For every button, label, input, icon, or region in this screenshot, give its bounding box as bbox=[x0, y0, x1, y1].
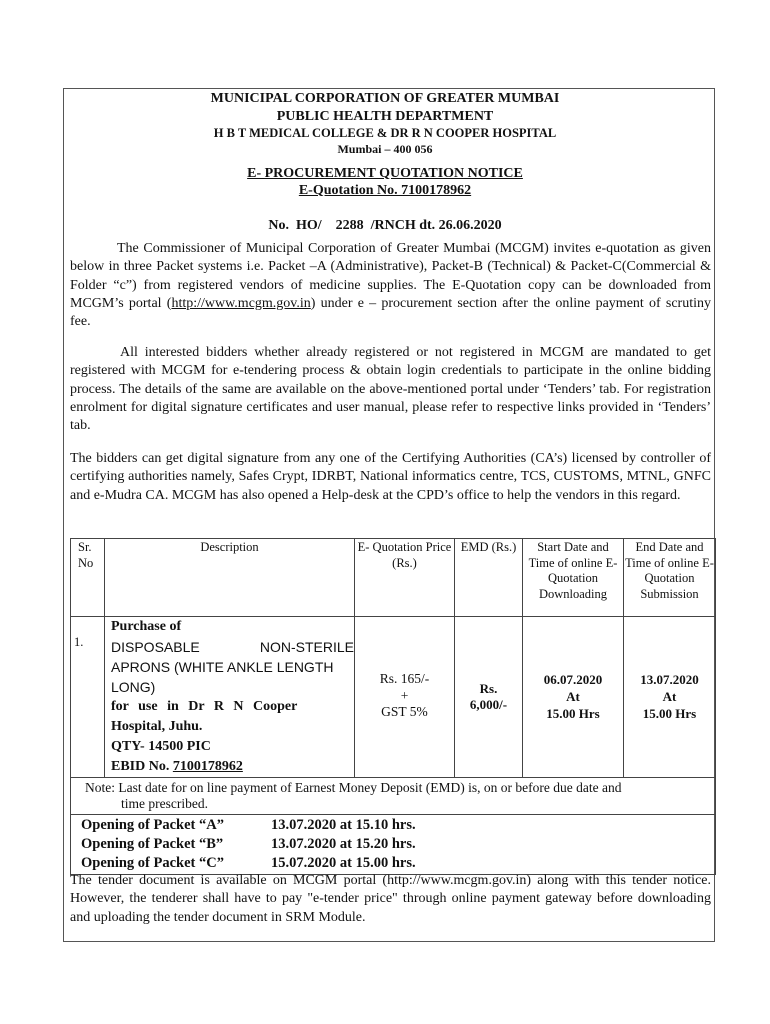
opening-c-value: 15.07.2020 at 15.00 hrs. bbox=[271, 855, 416, 871]
intro-text-end: ) under e – procurement section after the online payment of scrutiny fee. bbox=[70, 295, 711, 330]
row-start-date bbox=[523, 617, 624, 778]
emd-currency: Rs. bbox=[479, 681, 498, 696]
openings-row bbox=[71, 815, 716, 875]
opening-a-value: 13.07.2020 at 15.10 hrs. bbox=[271, 817, 416, 833]
row-end-date bbox=[624, 617, 716, 778]
quotation-table bbox=[70, 538, 716, 875]
packet-openings bbox=[71, 815, 716, 875]
notice-title: E- PROCUREMENT QUOTATION NOTICE bbox=[247, 166, 523, 181]
intro-text: The Commissioner of Municipal Corporation of Greater Mumbai (MCGM) invites e-quotation as given below in three Packet systems i.e. Packet –A (Administrative), Packet-B (Technical) & Packet-C(Commercial & Folder “c”) from registered vendors of medicine supplies. The E-Quotation copy can be downloaded from MCGM’s portal ( bbox=[70, 241, 711, 311]
end-date: 13.07.2020 bbox=[640, 672, 699, 687]
col-description: Description bbox=[105, 539, 355, 617]
row-price bbox=[355, 617, 455, 778]
desc-line3: APRONS (WHITE ANKLE LENGTH bbox=[111, 659, 334, 675]
col-sr-no: Sr. No bbox=[71, 539, 105, 617]
desc-non-sterile: NON-STERILE bbox=[259, 639, 354, 655]
opening-a-label: Opening of Packet “A” bbox=[81, 817, 224, 833]
registration-paragraph: All interested bidders whether already registered or not registered in MCGM are mandated to get registered with MCGM for e-tendering process & obtain login credentials to participate in the online bidding process. The details of the same are available on the above-mentioned portal under ‘Tenders’ tab. For registration enrolment for digital signature certificates and user manual, please refer to respective links provided in ‘Tenders’ tab. bbox=[70, 345, 711, 434]
hospital-title: H B T MEDICAL COLLEGE & DR R N COOPER HOSPITAL bbox=[213, 126, 557, 140]
desc-hospital: Hospital, Juhu. bbox=[111, 719, 203, 734]
mcgm-portal-link[interactable]: http://www.mcgm.gov.in bbox=[171, 295, 311, 311]
note-line1: Note: Last date for on line payment of Earnest Money Deposit (EMD) is, on or before due date and bbox=[85, 780, 622, 795]
start-time: 15.00 Hrs bbox=[546, 706, 600, 721]
desc-disposable: DISPOSABLE bbox=[111, 639, 200, 655]
row-sr-no: 1. bbox=[71, 617, 105, 778]
desc-ebid bbox=[105, 757, 354, 777]
col-end-date: End Date and Time of online E-Quotation Submission bbox=[624, 539, 716, 617]
col-emd: EMD (Rs.) bbox=[455, 539, 523, 617]
opening-b-label: Opening of Packet “B” bbox=[81, 836, 224, 852]
price-plus: + bbox=[400, 687, 409, 703]
opening-c-label: Opening of Packet “C” bbox=[81, 855, 224, 871]
desc-use: for use in Dr R N Cooper bbox=[111, 699, 298, 714]
start-date: 06.07.2020 bbox=[543, 672, 603, 687]
desc-title: Purchase of bbox=[111, 619, 182, 634]
desc-line4: LONG) bbox=[111, 679, 156, 695]
reference-number: No. HO/ 2288 /RNCH dt. 26.06.2020 bbox=[268, 218, 502, 233]
end-time: 15.00 Hrs bbox=[642, 706, 697, 721]
opening-a bbox=[81, 816, 715, 835]
price-amount: Rs. 165/- bbox=[379, 671, 430, 686]
tender-document-paragraph: The tender document is available on MCGM portal (http://www.mcgm.gov.in) along with this tender notice. However, the tenderer shall have to pay "e-tender price" through online payment gateway before downloading and uploading the tender document in SRM Module. bbox=[70, 873, 711, 925]
table-header-row bbox=[71, 539, 716, 617]
emd-note bbox=[71, 778, 716, 815]
col-start-date: Start Date and Time of online E-Quotation Downloading bbox=[523, 539, 624, 617]
ebid-number: 7100178962 bbox=[172, 759, 243, 774]
org-title: MUNICIPAL CORPORATION OF GREATER MUMBAI bbox=[210, 91, 560, 106]
desc-line2 bbox=[105, 637, 354, 657]
city-line: Mumbai – 400 056 bbox=[337, 142, 433, 156]
row-description bbox=[105, 617, 355, 778]
table-row bbox=[71, 617, 716, 778]
desc-qty: QTY- 14500 PIC bbox=[111, 739, 211, 754]
row-emd bbox=[455, 617, 523, 778]
digital-signature-paragraph: The bidders can get digital signature from any one of the Certifying Authorities (CA’s) licensed by controller of certifying authorities namely, Safes Crypt, IDRBT, National informatics centre, TCS, CUSTOMS, MTNL, GNFC and e-Mudra CA. MCGM has also opened a Help-desk at the CPD’s office to help the vendors in this regard. bbox=[70, 451, 711, 503]
note-row bbox=[71, 778, 716, 815]
col-price: E- Quotation Price (Rs.) bbox=[355, 539, 455, 617]
end-at: At bbox=[662, 689, 677, 704]
price-gst: GST 5% bbox=[381, 704, 428, 719]
quotation-number: E-Quotation No. 7100178962 bbox=[298, 183, 472, 198]
opening-b-value: 13.07.2020 at 15.20 hrs. bbox=[271, 836, 416, 852]
opening-c bbox=[81, 854, 715, 873]
opening-b bbox=[81, 835, 715, 854]
department-title: PUBLIC HEALTH DEPARTMENT bbox=[276, 109, 494, 124]
intro-paragraph bbox=[70, 240, 711, 331]
ebid-label: EBID No. bbox=[111, 759, 170, 774]
emd-amount: 6,000/- bbox=[469, 697, 508, 712]
start-at: At bbox=[566, 689, 580, 704]
note-line2: time prescribed. bbox=[121, 796, 208, 811]
